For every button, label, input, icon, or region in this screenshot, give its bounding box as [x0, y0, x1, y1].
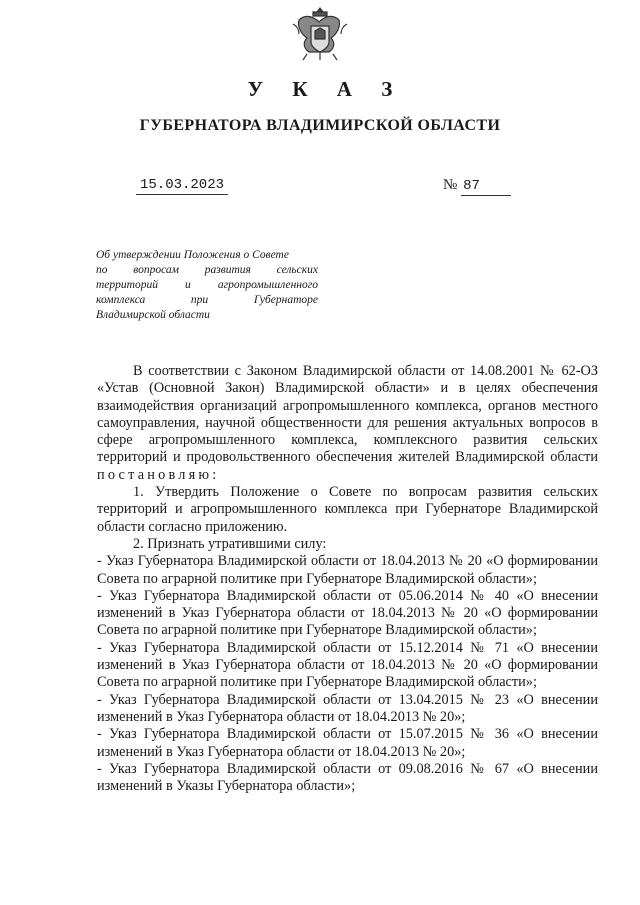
preamble-text: В соответствии с Законом Владимирской области от 14.08.2001 № 62-ОЗ «Устав (Основной Закон) Владимирской области» и в целях обеспечения взаимодействия организаций агропромышленного комплекса, органов местного самоуправления, научной общественности для решения актуальных вопросов в сфере агропромышленного комплекса, комплексного развития сельских территорий и продовольственного обеспечения жителей Владимирской области: [97, 363, 598, 466]
number-label: №: [443, 177, 458, 193]
repealed-item: - Указ Губернатора Владимирской области от 13.04.2015 № 23 «О внесении изменений в Указ Губернатора области от 18.04.2013 № 20»;: [97, 691, 598, 725]
repealed-item: - Указ Губернатора Владимирской области от 15.07.2015 № 36 «О внесении изменений в Указ Губернатора области от 18.04.2013 № 20»;: [97, 726, 598, 760]
document-number: [443, 176, 511, 196]
heading-line: территорий и агропромышленного: [96, 279, 318, 291]
document-subtitle: ГУБЕРНАТОРА ВЛАДИМИРСКОЙ ОБЛАСТИ: [139, 117, 501, 134]
preamble-paragraph: [97, 363, 598, 484]
heading-line: Владимирской области: [96, 309, 210, 321]
coat-of-arms-emblem: [289, 4, 351, 62]
resolve-word: постановляю:: [97, 466, 220, 483]
repealed-item: - Указ Губернатора Владимирской области от 05.06.2014 № 40 «О внесении изменений в Указ Губернатора области от 18.04.2013 № 20 «О формировании Совета по аграрной политике при Губернаторе Владимирской области»;: [97, 587, 598, 639]
repealed-item: - Указ Губернатора Владимирской области от 18.04.2013 № 20 «О формировании Совета по аграрной политике при Губернаторе Владимирской области»;: [97, 553, 598, 587]
repealed-item: - Указ Губернатора Владимирской области от 15.12.2014 № 71 «О внесении изменений в Указ Губернатора области от 18.04.2013 № 20 «О формировании Совета по аграрной политике при Губернаторе Владимирской области»;: [97, 639, 598, 691]
number-value: 87: [461, 177, 511, 196]
item-paragraph: 2. Признать утратившими силу:: [133, 535, 327, 552]
heading-line: Об утверждении Положения о Совете: [96, 249, 289, 261]
item-paragraph: 1. Утвердить Положение о Совете по вопросам развития сельских территорий и агропромышленного комплекса при Губернаторе Владимирской области согласно приложению.: [97, 484, 598, 535]
heading-line: по вопросам развития сельских: [96, 264, 318, 276]
document-date: 15.03.2023: [136, 177, 228, 195]
document-title: У К А З: [247, 77, 405, 101]
repealed-item: - Указ Губернатора Владимирской области от 09.08.2016 № 67 «О внесении изменений в Указы Губернатора области»;: [97, 760, 598, 795]
heading-line: комплекса при Губернаторе: [96, 294, 318, 306]
document-heading: [96, 248, 318, 323]
document-body: [97, 363, 598, 795]
